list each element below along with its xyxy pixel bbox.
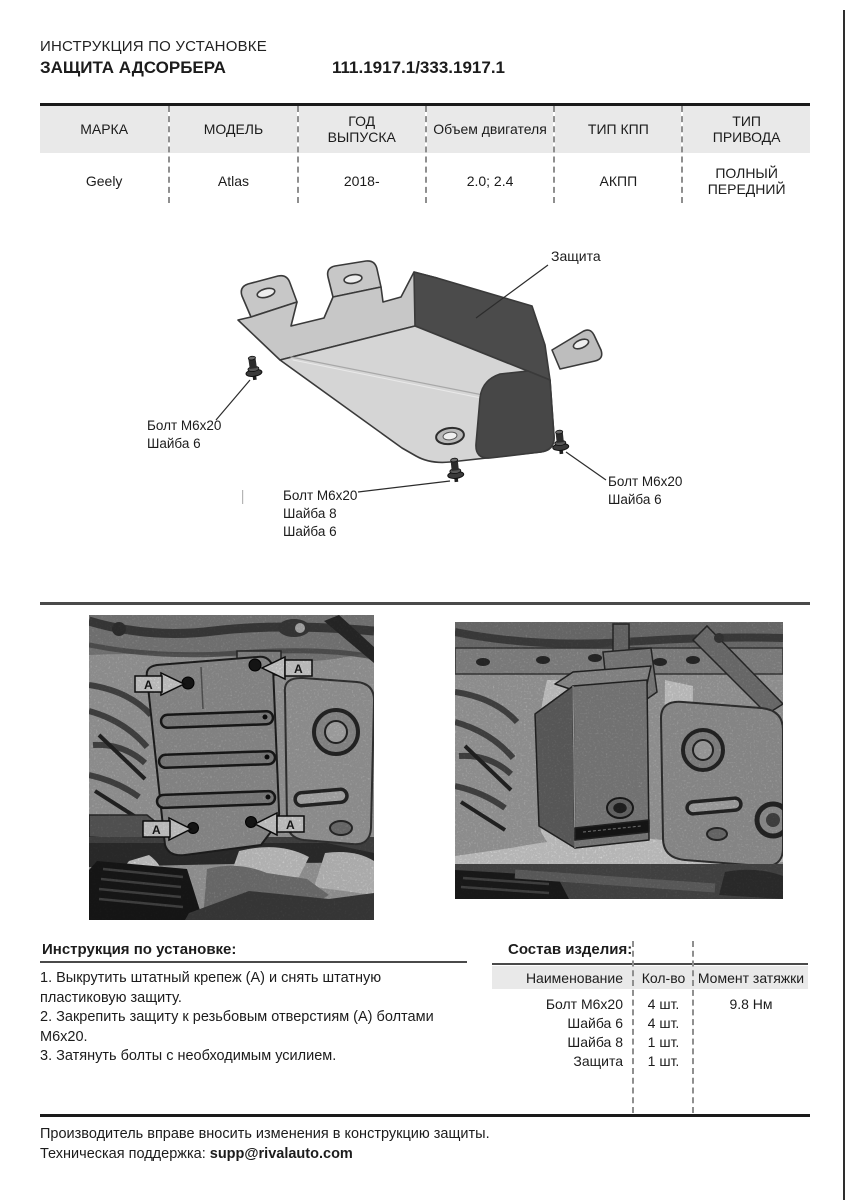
composition-row: Защита 1 шт. — [573, 1053, 680, 1069]
doc-type-title: ИНСТРУКЦИЯ ПО УСТАНОВКЕ — [40, 38, 267, 55]
footer-note: Производитель вправе вносить изменения в конструкцию защиты. — [40, 1126, 490, 1142]
composition-row: Болт М6х20 4 шт. 9.8 Нм — [545, 996, 773, 1012]
section-divider — [40, 602, 810, 605]
bolt-left-icon — [244, 355, 263, 381]
scan-artifact — [242, 490, 243, 504]
svg-text:Шайба 6: Шайба 6 — [147, 436, 201, 451]
svg-text:A: A — [294, 662, 303, 676]
footer-support — [40, 1146, 353, 1162]
composition-divider-2 — [692, 941, 694, 1113]
composition-table — [492, 966, 808, 1071]
spec-col-engine: Объем двигателя 2.0; 2.4 — [425, 106, 553, 203]
install-step: 1. Выкрутить штатный крепеж (А) и снять штатную пластиковую защиту. — [40, 970, 382, 1006]
photo-stock-cover — [89, 615, 374, 920]
composition-row: Шайба 8 1 шт. — [567, 1034, 680, 1050]
composition-header: Наименование Кол-во Момент затяжки — [492, 966, 808, 989]
part-numbers: 111.1917.1/333.1917.1 — [332, 58, 506, 77]
install-steps — [40, 969, 440, 1067]
product-title-row — [40, 58, 505, 78]
svg-text:Шайба 6: Шайба 6 — [283, 524, 337, 539]
photo-installed-shield — [455, 622, 783, 899]
label-bolt-right — [608, 474, 682, 507]
install-step: 2. Закрепить защиту к резьбовым отверстиям (А) болтами М6х20. — [40, 1009, 434, 1045]
footer-rule — [40, 1114, 810, 1117]
spec-table — [40, 103, 810, 203]
page-edge-line — [843, 10, 845, 1200]
spec-col-year: ГОД ВЫПУСКА 2018- — [297, 106, 425, 203]
install-step: 3. Затянуть болты с необходимым усилием. — [40, 1048, 337, 1064]
label-shield: Защита — [551, 248, 601, 264]
spec-col-model: МОДЕЛЬ Atlas — [168, 106, 296, 203]
svg-text:A: A — [286, 818, 295, 832]
svg-text:A: A — [144, 678, 153, 692]
install-title: Инструкция по установке: — [42, 941, 237, 958]
composition-title: Состав изделия: — [508, 941, 633, 958]
label-bolt-center — [283, 488, 357, 539]
shield-part-illustration — [238, 261, 602, 463]
install-title-rule — [40, 961, 467, 963]
composition-divider-1 — [632, 941, 634, 1113]
support-label: Техническая поддержка: — [40, 1146, 206, 1162]
support-email: supp@rivalauto.com — [209, 1146, 353, 1162]
svg-text:Шайба 6: Шайба 6 — [608, 492, 662, 507]
spec-col-gearbox: ТИП КПП АКПП — [553, 106, 681, 203]
composition-title-rule — [492, 963, 808, 965]
composition-row: Шайба 6 4 шт. — [567, 1015, 680, 1031]
product-name: ЗАЩИТА АДСОРБЕРА — [40, 58, 226, 77]
spec-col-drive: ТИП ПРИВОДА ПОЛНЫЙ ПЕРЕДНИЙ — [681, 106, 809, 203]
spec-col-brand: МАРКА Geely — [40, 106, 168, 203]
svg-text:A: A — [152, 823, 161, 837]
svg-text:Болт М6х20: Болт М6х20 — [147, 418, 222, 433]
svg-text:Болт М6х20: Болт М6х20 — [283, 488, 358, 503]
svg-text:Шайба 8: Шайба 8 — [283, 506, 337, 521]
svg-text:Болт М6х20: Болт М6х20 — [608, 474, 683, 489]
label-bolt-left — [147, 418, 221, 451]
part-diagram — [120, 240, 740, 560]
